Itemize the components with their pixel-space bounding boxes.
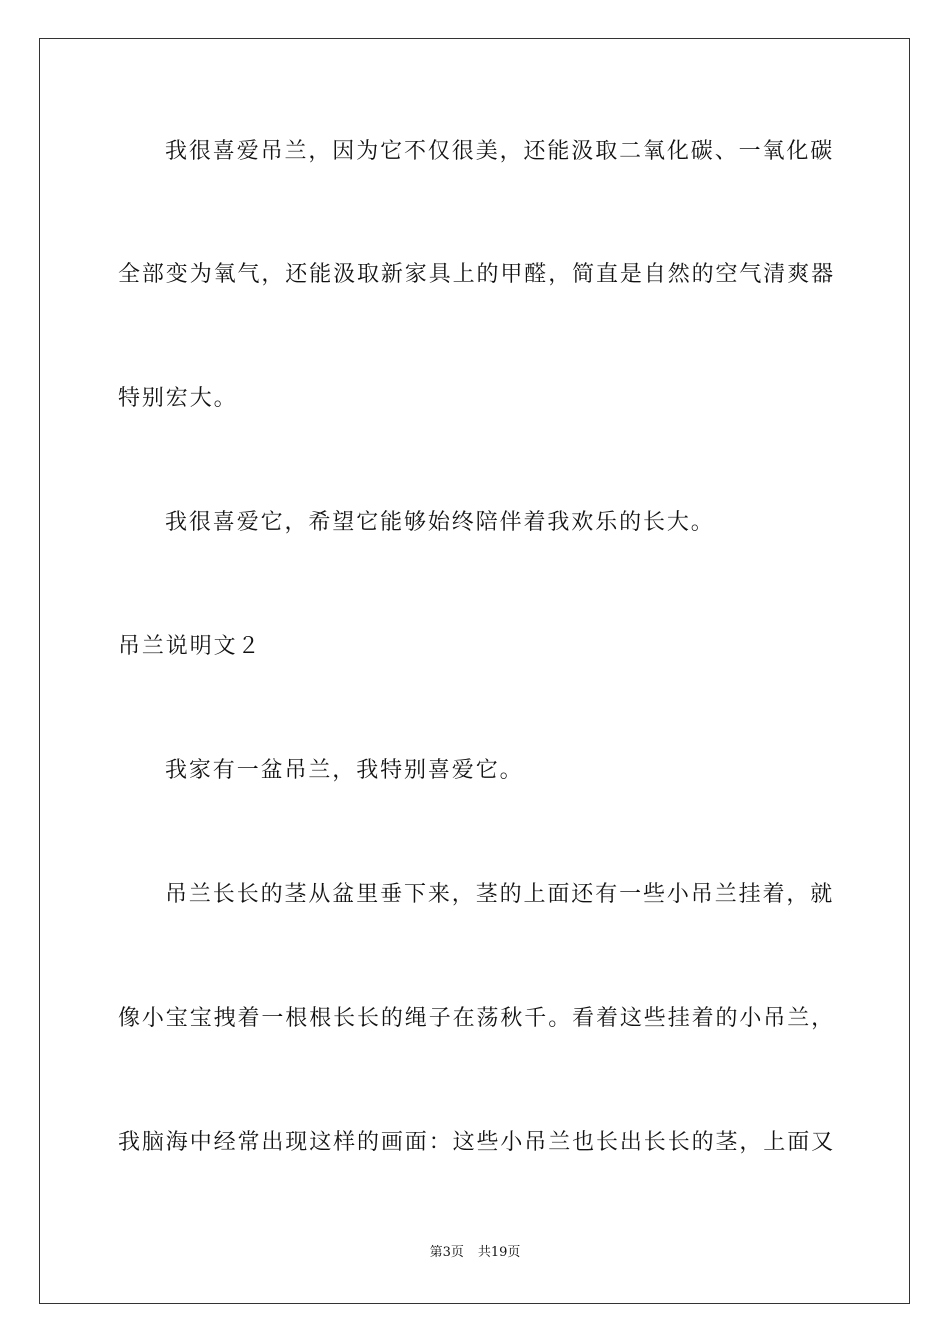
paragraph-line: 我脑海中经常出现这样的画面：这些小吊兰也长出长长的茎，上面又: [118, 1130, 836, 1155]
paragraph-line: 全部变为氧气，还能汲取新家具上的甲醛，简直是自然的空气清爽器: [118, 262, 836, 287]
paragraph-line: 像小宝宝拽着一根根长长的绳子在荡秋千。看着这些挂着的小吊兰，: [118, 1006, 836, 1031]
page-number: 第3页: [429, 1245, 464, 1260]
paragraph-line: 我很喜爱它，希望它能够始终陪伴着我欢乐的长大。: [165, 510, 715, 535]
paragraph-line: 吊兰长长的茎从盆里垂下来，茎的上面还有一些小吊兰挂着，就: [165, 882, 835, 907]
page-border: [39, 38, 910, 1304]
section-heading: 吊兰说明文２: [118, 634, 262, 659]
page-total: 共19页: [477, 1245, 521, 1260]
paragraph-line: 我很喜爱吊兰，因为它不仅很美，还能汲取二氧化碳、一氧化碳: [165, 139, 835, 164]
paragraph-line: 特别宏大。: [118, 386, 238, 411]
page-footer: [0, 1244, 950, 1262]
paragraph-line: 我家有一盆吊兰，我特别喜爱它。: [165, 758, 524, 783]
